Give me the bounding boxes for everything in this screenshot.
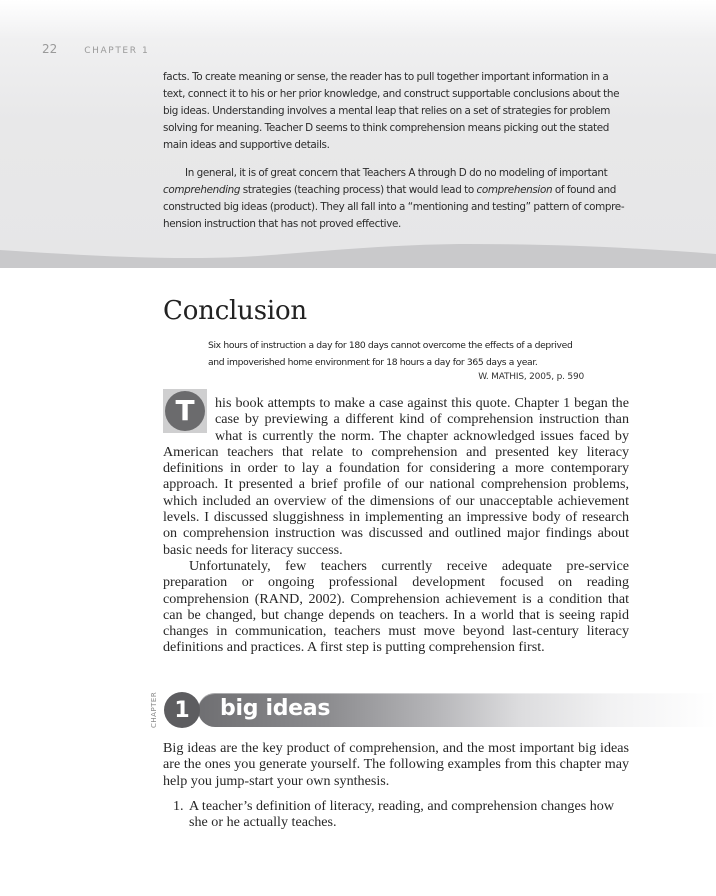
text-run: of found and constructed big ideas (product). They all fall into a “mentioning and testing” pattern of comprehension instruction that has not proved effective. bbox=[163, 184, 625, 230]
paragraph-big-ideas-intro: Big ideas are the key product of comprehension, and the most important big ideas are the ones you generate yourself. The following examples from this chapter may help you jump-start your own synthesis. bbox=[163, 740, 629, 789]
section-heading-conclusion: Conclusion bbox=[163, 296, 307, 326]
italic-term: comprehension bbox=[476, 184, 553, 196]
paragraph-conclusion-1 bbox=[163, 395, 629, 558]
text-run: strategies (teaching process) that would lead to bbox=[240, 184, 477, 196]
list-item-number: 1. bbox=[173, 798, 184, 814]
text-run: In general, it is of great concern that Teachers A through D do no modeling of important bbox=[185, 167, 608, 179]
text-run: his book attempts to make a case against this quote. Chapter 1 began the case by previewing a different kind of comprehension instruction than what is currently the norm. The chapter acknowledged issues faced by American teachers that relate to comprehension and presented key literacy definitions in order to lay a foundation for considering a more contemporary approach. It presented a brief profile of our national comprehension problems, which included an overview of the dimensions of our unacceptable achievement levels. I discussed sluggishness in implementing an impressive body of research on comprehension instruction was discussed and outlined major findings about basic needs for literacy success. bbox=[163, 395, 629, 558]
drop-cap bbox=[163, 389, 207, 433]
wave-divider bbox=[0, 240, 716, 272]
chapter-label: CHAPTER 1 bbox=[84, 46, 150, 56]
big-ideas-banner bbox=[150, 690, 716, 730]
banner-chapter-label: CHAPTER bbox=[150, 691, 158, 729]
page-number: 22 bbox=[42, 42, 58, 56]
epigraph-attribution: W. MATHIS, 2005, p. 590 bbox=[478, 372, 584, 382]
big-ideas-list bbox=[173, 798, 629, 831]
paragraph-conclusion-2: Unfortunately, few teachers currently receive adequate pre-service preparation or ongoing professional development focused on reading comprehension (RAND, 2002). Comprehension achievement is a condition that can be changed, but change depends on teachers. In a world that is seeing rapid changes in communication, teachers must move beyond last-century literacy definitions and practices. A first step is putting comprehension first. bbox=[163, 558, 629, 656]
banner-chapter-number: 1 bbox=[164, 692, 200, 728]
italic-term: comprehending bbox=[163, 184, 241, 196]
running-head bbox=[42, 42, 149, 56]
list-item-text: A teacher’s definition of literacy, reading, and comprehension changes how she or he actually teaches. bbox=[189, 798, 615, 831]
banner-title: big ideas bbox=[220, 696, 331, 721]
paragraph-facts: facts. To create meaning or sense, the reader has to pull together important information in a text, connect it to his or her prior knowledge, and construct supportable conclusions about the big ideas. Understanding involves a mental leap that relies on a set of strategies for problem solving for meaning. Teacher D seems to think comprehension means picking out the stated main ideas and supportive details. bbox=[163, 71, 620, 151]
list-item bbox=[173, 798, 629, 831]
paragraph-in-general bbox=[163, 165, 629, 233]
drop-cap-letter: T bbox=[165, 391, 205, 431]
epigraph-quote: Six hours of instruction a day for 180 days cannot overcome the effects of a deprived and impoverished home environment for 18 hours a day for 365 days a year. bbox=[208, 340, 573, 368]
